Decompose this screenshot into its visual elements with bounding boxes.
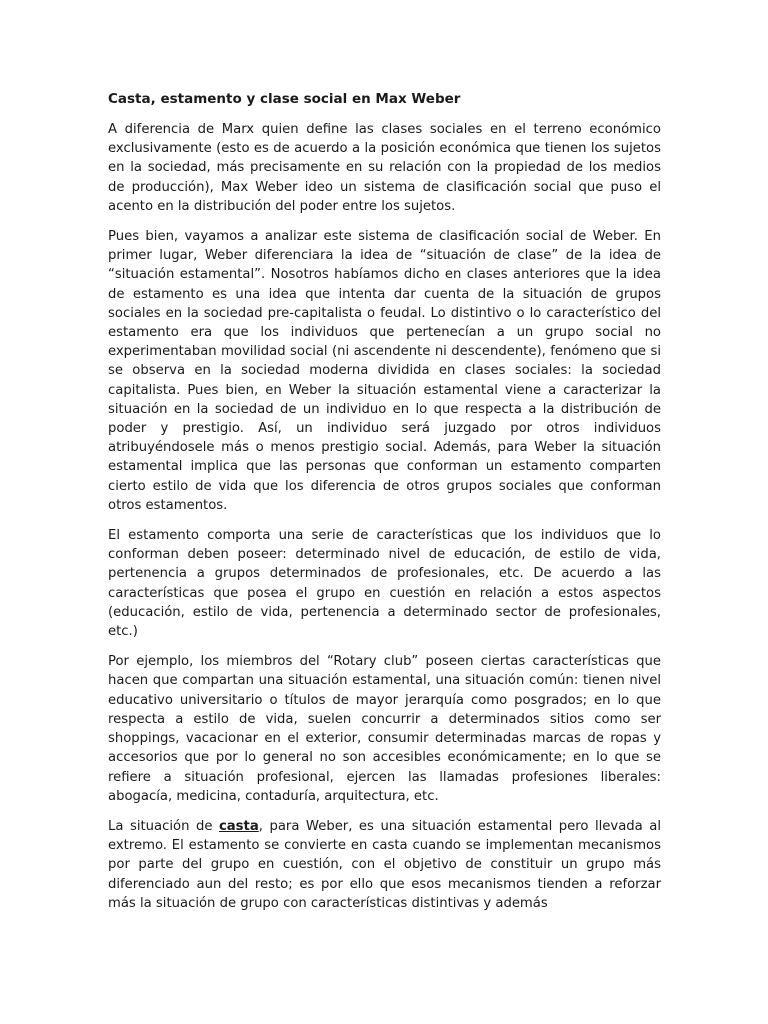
casta-text-after: , para Weber, es una situación estamental pero llevada al extremo. El estamento se convierte en casta cuando se implementan mecanismos por parte del grupo en cuestión, con el objetivo de constituir un grupo más diferenciado aun del resto; es por ello que esos mecanismos tienden a reforzar más la situación de grupo con características distintivas y además [108,818,661,911]
document-page [108,90,661,913]
casta-text-before: La situación de [108,818,219,834]
paragraph-situacion-estamental: Pues bien, vayamos a analizar este sistema de clasificación social de Weber. En primer lugar, Weber diferenciara la idea de “situación de clase” de la idea de “situación estamental”. Nosotros habíamos dicho en clases anteriores que la idea de estamento es una idea que intenta dar cuenta de la situación de grupos sociales en la sociedad pre-capitalista o feudal. Lo distintivo o lo característico del estamento era que los individuos que pertenecían a un grupo social no experimentaban movilidad social (ni ascendente ni descendente), fenómeno que si se observa en la sociedad moderna dividida en clases sociales: la sociedad capitalista. Pues bien, en Weber la situación estamental viene a caracterizar la situación en la sociedad de un individuo en lo que respecta a la distribución de poder y prestigio. Así, un individuo será juzgado por otros individuos atribuyéndosele más o menos prestigio social. Además, para Weber la situación estamental implica que las personas que conforman un estamento comparten cierto estilo de vida que los diferencia de otros grupos sociales que conforman otros estamentos. [108,229,661,513]
document-title: Casta, estamento y clase social en Max Weber [108,91,461,107]
paragraph-casta [108,817,661,913]
paragraph-estamento-caracteristicas: El estamento comporta una serie de características que los individuos que lo conforman deben poseer: determinado nivel de educación, de estilo de vida, pertenencia a grupos determinados de profesionales, etc. De acuerdo a las características que posea el grupo en cuestión en relación a estos aspectos (educación, estilo de vida, pertenencia a determinado sector de profesionales, etc.) [108,528,661,640]
casta-emphasis: casta [218,818,259,834]
paragraph-marx-weber-intro: A diferencia de Marx quien define las clases sociales en el terreno económico exclusivamente (esto es de acuerdo a la posición económica que tienen los sujetos en la sociedad, más precisamente en su relación con la propiedad de los medios de producción), Max Weber ideo un sistema de clasificación social que puso el acento en la distribución del poder entre los sujetos. [108,122,661,214]
paragraph-rotary-club-example: Por ejemplo, los miembros del “Rotary club” poseen ciertas características que hacen que compartan una situación estamental, una situación común: tienen nivel educativo universitario o títulos de mayor jerarquía como posgrados; en lo que respecta a estilo de vida, suelen concurrir a determinados sitios como ser shoppings, vacacionar en el exterior, consumir determinadas marcas de ropas y accesorios que por lo general no son accesibles económicamente; en lo que se refiere a situación profesional, ejercen las llamadas profesiones liberales: abogacía, medicina, contaduría, arquitectura, etc. [108,654,661,804]
